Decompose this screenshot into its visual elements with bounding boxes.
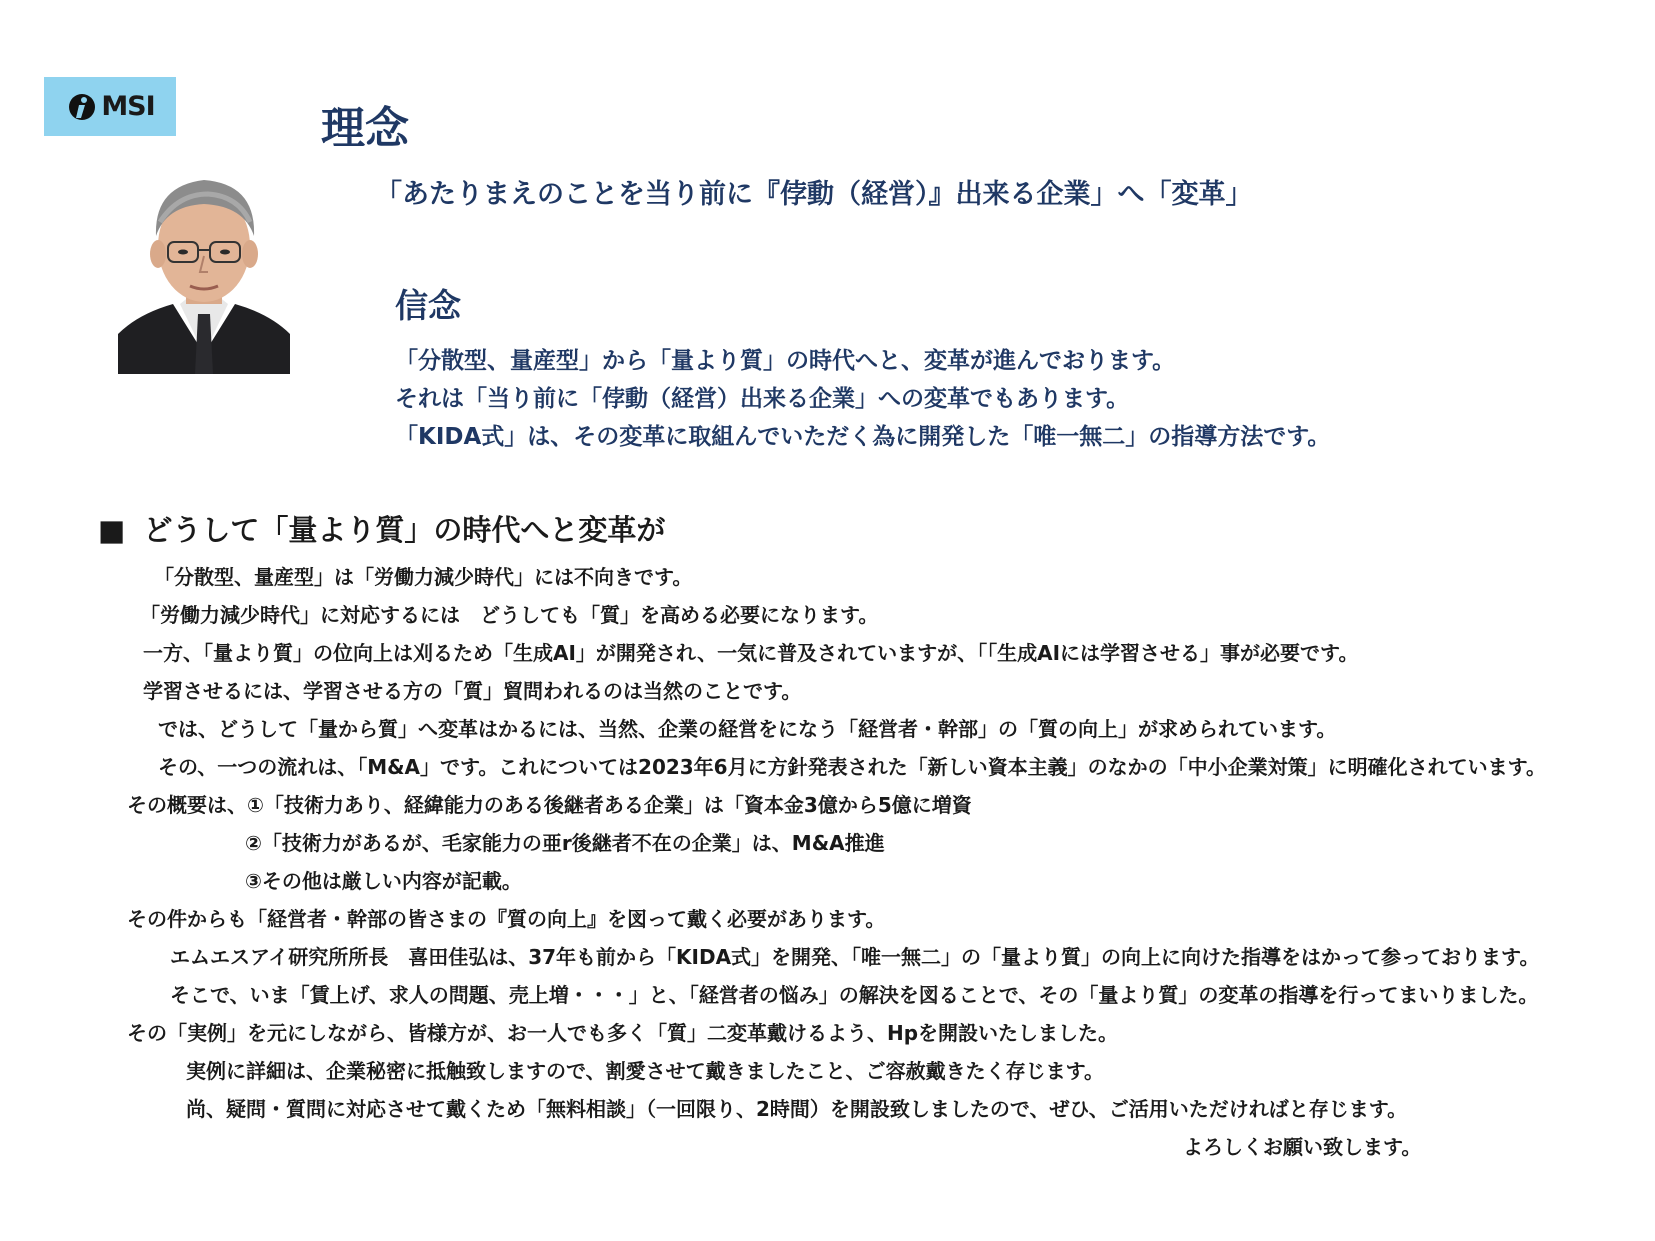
logo-mark-icon <box>65 92 99 122</box>
body-line: 「労働力減少時代」に対応するには どうしても「質」を高める必要になります。 <box>140 603 879 627</box>
closing-line: よろしくお願い致します。 <box>1183 1135 1422 1159</box>
section-heading <box>98 508 665 549</box>
belief-line: それは「当り前に「侼動（経営）出来る企業」への変革でもあります。 <box>395 386 1130 412</box>
msi-logo <box>44 77 176 136</box>
body-line: その、一つの流れは、「M&A」です。これについては2023年6月に方針発表された「新しい資本主義」のなかの「中小企業対策」に明確化されています。 <box>158 755 1547 779</box>
body-line: 「分散型、量産型」は「労働力減少時代」には不向きです。 <box>154 565 693 589</box>
body-line: エムエスアイ研究所所長 喜田佳弘は、37年も前から「KIDA式」を開発、「唯一無二」の「量より質」の向上に向けた指導をはかって参っております。 <box>170 945 1540 969</box>
logo-text: MSI <box>101 91 155 122</box>
belief-line: 「KIDA式」は、その変革に取組んでいただく為に開発した「唯一無二」の指導方法です。 <box>395 424 1331 450</box>
belief-heading: 信念 <box>395 286 461 325</box>
portrait-photo <box>118 164 290 374</box>
belief-text <box>395 342 1330 456</box>
body-line: ②「技術力があるが、毛家能力の亜r後継者不在の企業」は、M&A推進 <box>245 831 885 855</box>
belief-line: 「分散型、量産型」から「量より質」の時代へと、変革が進んでおります。 <box>395 348 1176 374</box>
square-bullet-icon: ■ <box>98 513 126 547</box>
section-heading-text: どうして「量より質」の時代へと変革が <box>143 513 666 547</box>
body-line: その件からも「経営者・幹部の皆さまの『質の向上』を図って戴く必要があります。 <box>127 907 886 931</box>
body-line: ③その他は厳しい内容が記載。 <box>245 869 522 893</box>
motto: 「あたりまえのことを当り前に『侼動（経営）』出来る企業」へ「変革」 <box>375 179 1253 210</box>
body-line: 一方、「量より質」の位向上は刈るため「生成AI」が開発され、一気に普及されていますが、「「生成AIには学習させる」事が必要です。 <box>143 641 1359 665</box>
body-line: 尚、疑問・質問に対応させて戴くため「無料相談」（一回限り、2時間）を開設致しましたので、ぜひ、ご活用いただければと存じます。 <box>186 1097 1408 1121</box>
body-line: その概要は、①「技術力あり、経緯能力のある後継者ある企業」は「資本金3億から5億に増資 <box>127 793 972 817</box>
body-line: 学習させるには、学習させる方の「質」貿問われるのは当然のことです。 <box>143 679 802 703</box>
body-line: 実例に詳細は、企業秘密に抵触致しますので、割愛させて戴きましたこと、ご容赦戴きたく存じます。 <box>186 1059 1104 1083</box>
body-line: そこで、いま「賃上げ、求人の問題、売上増・・・」と、「経営者の悩み」の解決を図ることで、その「量より質」の変革の指導を行ってまいりました。 <box>170 983 1539 1007</box>
page-title: 理念 <box>321 103 409 154</box>
body-line: では、どうして「量から質」へ変革はかるには、当然、企業の経営をになう「経営者・幹部」の「質の向上」が求められています。 <box>158 717 1337 741</box>
body-line: その「実例」を元にしながら、皆様方が、お一人でも多く「質」二変革戴けるよう、Hpを開設いたしました。 <box>127 1021 1119 1045</box>
